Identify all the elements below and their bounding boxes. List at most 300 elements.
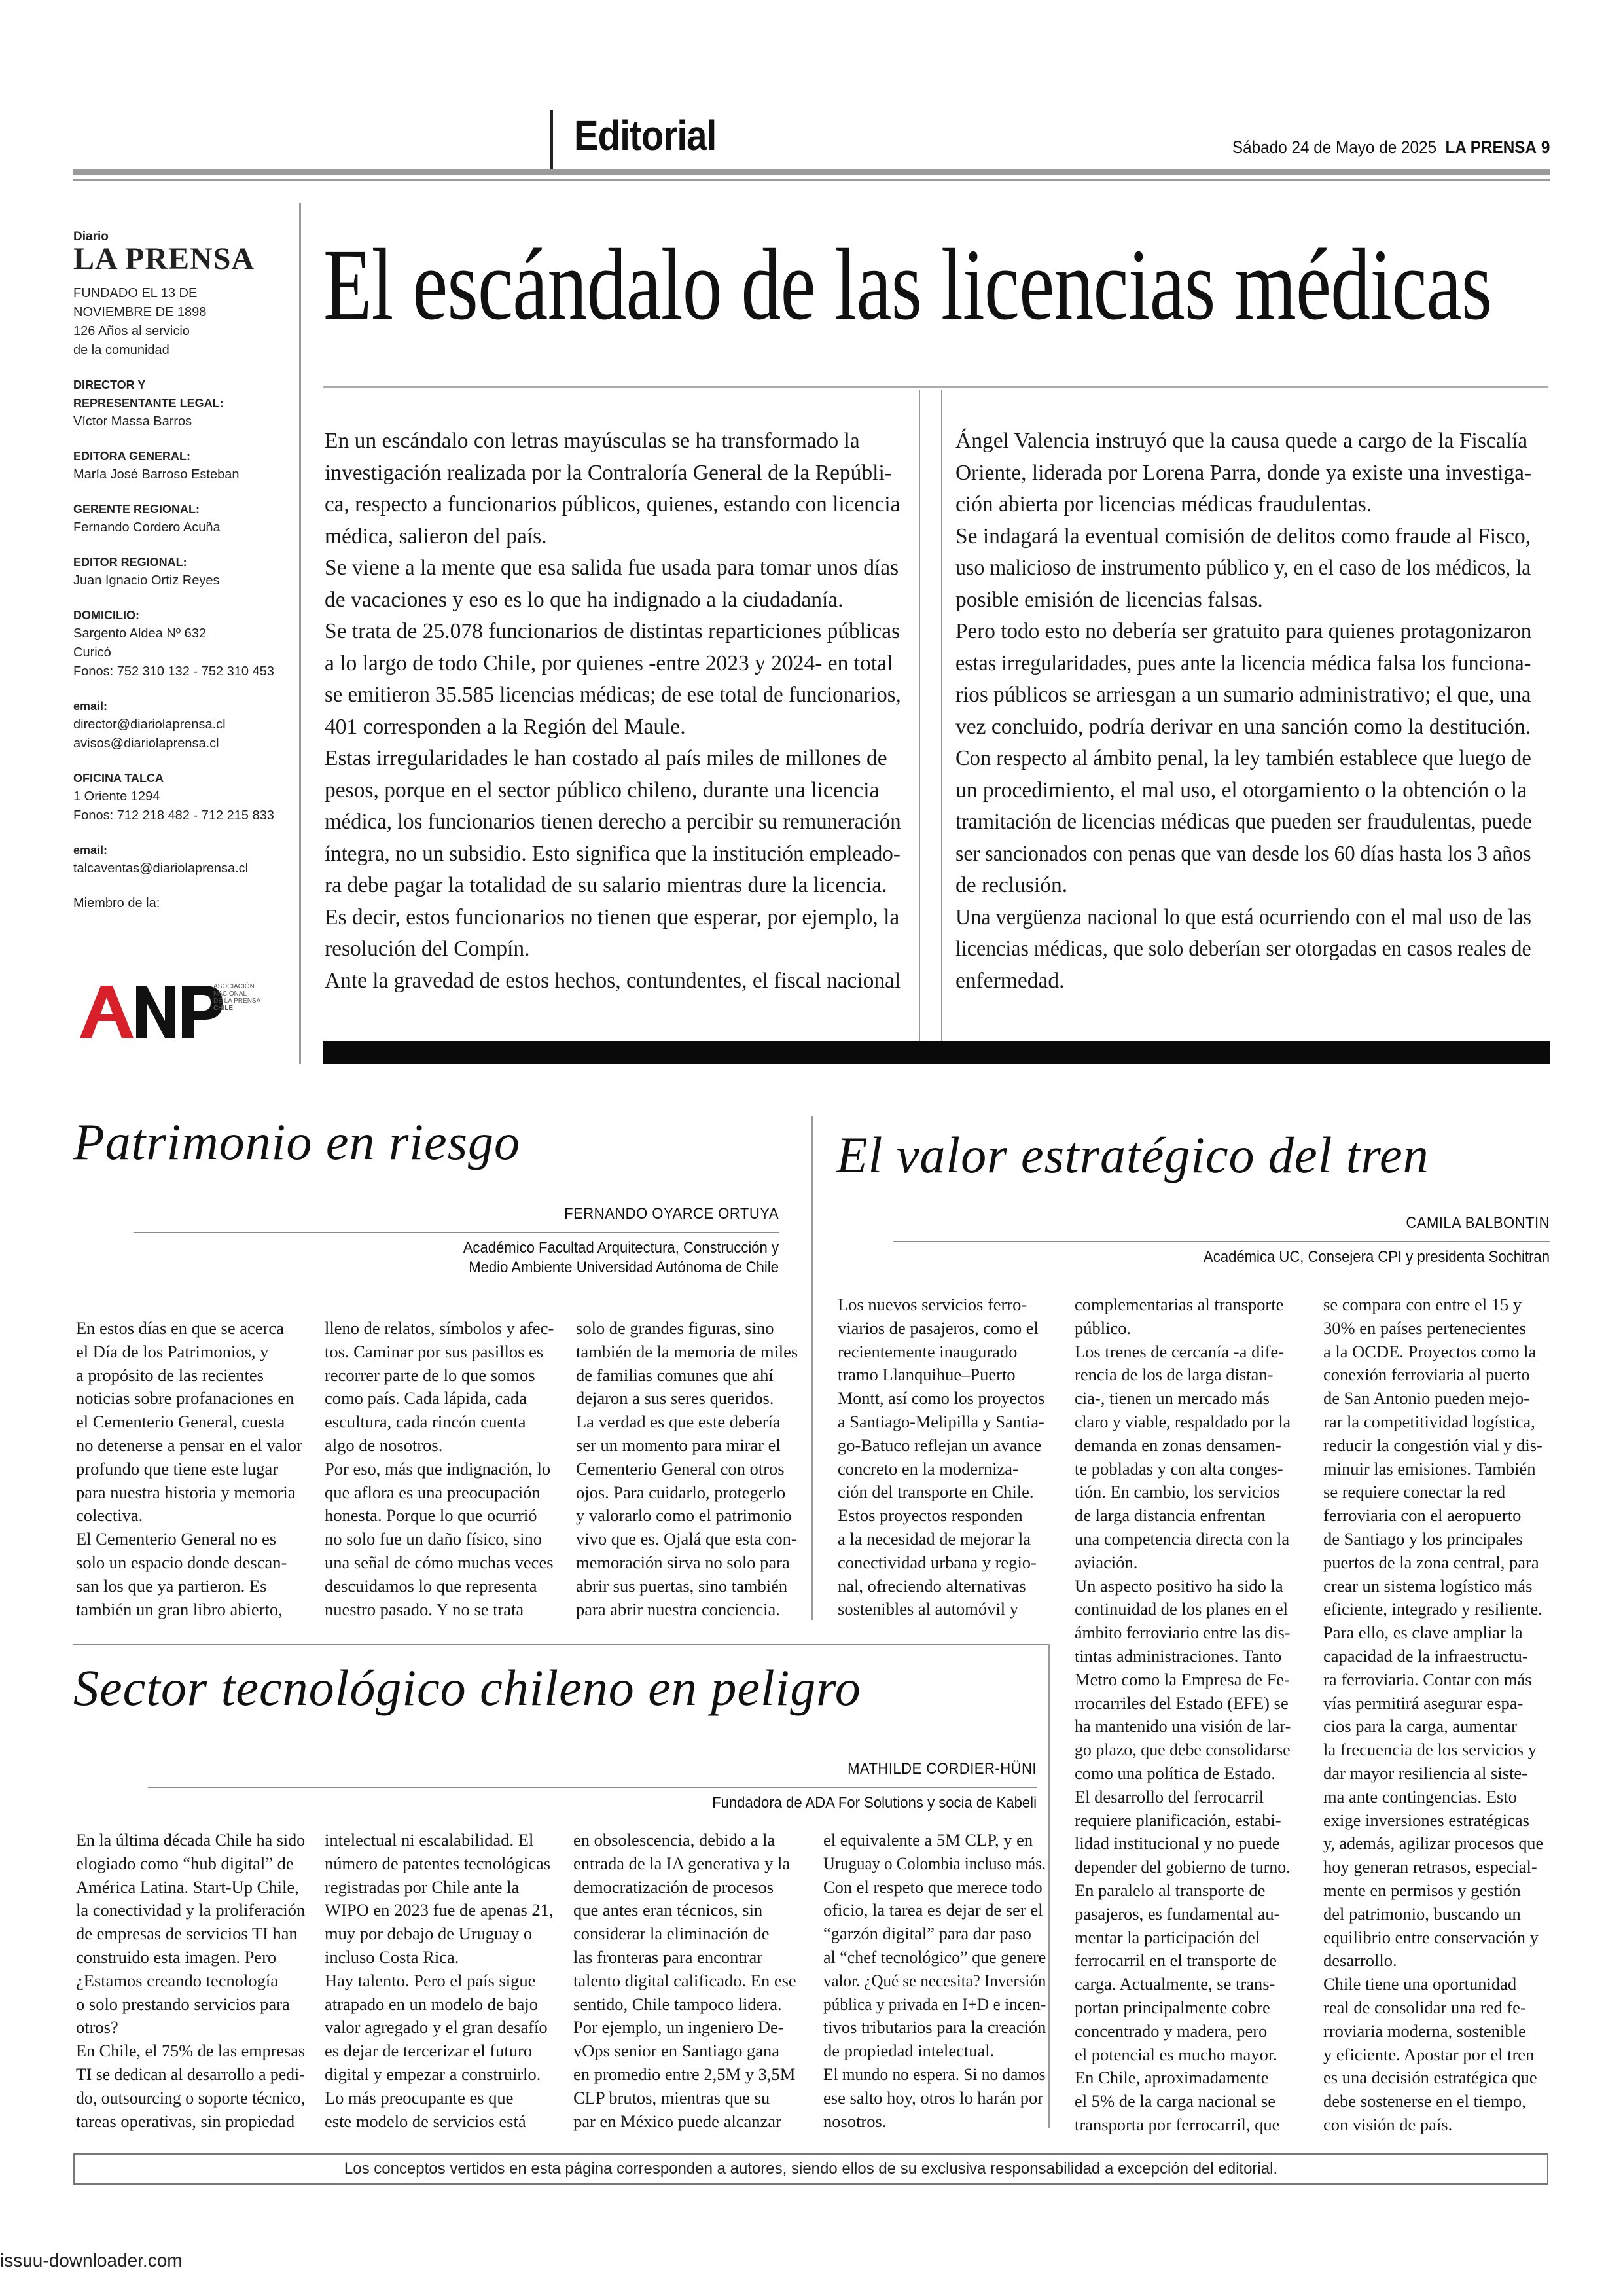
staff-label-line: OFICINA TALCA [73, 772, 164, 785]
patrimonio-title: Patrimonio en riesgo [73, 1113, 520, 1170]
tren-column-2 [1075, 1293, 1291, 2137]
text-line: WIPO en 2023 fue de apenas 21, [325, 1900, 554, 1920]
member-label: Miembro de la: [73, 896, 160, 910]
text-line: Se viene a la mente que esa salida fue usada para tomar unos días [325, 556, 899, 580]
footer-disclaimer: Los conceptos vertidos en esta página corresponden a autores, siendo ellos de su exclusiva responsabilidad a excepción del editorial. [73, 2153, 1548, 2185]
text-line: go plazo, que debe consolidarse [1075, 1740, 1291, 1760]
text-line: que aflora es una preocupación [325, 1482, 541, 1502]
text-line: colectiva. [76, 1505, 143, 1526]
text-line: Pero todo esto no debería ser gratuito para quienes protagonizaron [955, 619, 1532, 643]
text-line: el Cementerio General, cuesta [76, 1412, 285, 1432]
staff-label-line: DIRECTOR Y [73, 378, 146, 391]
text-line: Hay talento. Pero el país sigue [325, 1970, 536, 1990]
text-line: Un aspecto positivo ha sido la [1075, 1575, 1283, 1596]
text-line: ción del transporte en Chile. [838, 1482, 1034, 1502]
text-line: digital y empezar a construirlo. [325, 2064, 541, 2084]
text-line: Por eso, más que indignación, lo [325, 1458, 551, 1479]
staff-label-line: email: [73, 700, 108, 713]
text-line: licencias médicas, que solo deberían ser otorgadas en casos reales de [955, 937, 1531, 961]
text-line: es dejar de tercerizar el futuro [325, 2041, 533, 2061]
text-line: concreto en la moderniza- [838, 1458, 1018, 1479]
header-rule-thin [73, 179, 1550, 181]
staff-label-line: REPRESENTANTE LEGAL: [73, 397, 224, 410]
text-line: depender del gobierno de turno. [1075, 1857, 1291, 1877]
paper-name: LA PRENSA [1445, 137, 1537, 157]
tren-title: El valor estratégico del tren [836, 1126, 1429, 1183]
text-line: TI se dedican al desarrollo a pedi- [76, 2064, 305, 2084]
text-line: número de patentes tecnológicas [325, 1853, 551, 1873]
text-line: concentrado y madera, pero [1075, 2020, 1268, 2041]
text-line: Uruguay o Colombia incluso más. [823, 1853, 1046, 1873]
text-line: incluso Costa Rica. [325, 1946, 459, 1967]
text-line: también un gran libro abierto, [76, 1599, 283, 1619]
text-line: continuidad de los planes en el [1075, 1599, 1289, 1619]
text-line: considerar la eliminación de [573, 1924, 770, 1944]
text-line: pesos, porque en el sector público chileno, durante una licencia [325, 778, 880, 802]
text-line: viarios de pasajeros, como el [838, 1318, 1039, 1338]
text-line: la frecuencia de los servicios y [1323, 1740, 1537, 1760]
text-line: construido esta imagen. Pero [76, 1946, 277, 1967]
text-line: recientemente inaugurado [838, 1341, 1018, 1361]
text-line: de familias comunes que ahí [576, 1365, 774, 1385]
text-line: Estas irregularidades le han costado al país miles de millones de [325, 746, 887, 770]
tech-column-1 [76, 1829, 305, 2133]
text-line: dar mayor resiliencia al siste- [1323, 1763, 1527, 1783]
tech-right-rule [1048, 1644, 1050, 2128]
text-line: te pobladas y con alta conges- [1075, 1458, 1283, 1479]
text-line: el potencial es mucho mayor. [1075, 2044, 1277, 2064]
page-number: 9 [1541, 137, 1550, 157]
text-line: Es decir, estos funcionarios no tienen que esperar, por ejemplo, la [325, 905, 900, 929]
text-line: a propósito de las recientes [76, 1365, 264, 1385]
staff-label-line: EDITOR REGIONAL: [73, 556, 187, 569]
text-line: cios para la carga, aumentar [1323, 1716, 1518, 1736]
text-line: tivos tributarios para la creación [823, 2017, 1046, 2037]
text-line: Chile tiene una oportunidad [1323, 1974, 1517, 1994]
text-line: como una política de Estado. [1075, 1763, 1275, 1783]
text-line: rios públicos se arriesgan a un sumario administrativo; el que, una [955, 683, 1531, 707]
text-line: ferroviaria con el aeropuerto [1323, 1505, 1522, 1526]
text-line: ra ferroviaria. Contar con más [1323, 1669, 1532, 1689]
masthead [73, 230, 296, 913]
text-line: una competencia directa con la [1075, 1528, 1290, 1549]
text-line: se emitieron 35.585 licencias médicas; de ese total de funcionarios, [325, 683, 901, 707]
text-line: enfermedad. [955, 968, 1065, 993]
editorial-rule [323, 386, 1548, 388]
text-line: no detenerse a pensar en el valor [76, 1435, 302, 1455]
text-line: do, outsourcing o soporte técnico, [76, 2087, 306, 2108]
staff-entry [73, 606, 296, 681]
text-line: el Día de los Patrimonios, y [76, 1341, 269, 1361]
text-line: sentido, Chile tampoco lidera. [573, 1994, 782, 2014]
text-line: ra debe pagar la totalidad de su salario mientras dure la licencia. [325, 873, 887, 897]
text-line: médica, salieron del país. [325, 524, 547, 548]
text-line: Cementerio General con otros [576, 1458, 785, 1479]
editorial-bottom-bar [323, 1041, 1550, 1064]
text-line: portan principalmente cobre [1075, 1997, 1270, 2017]
patrimonio-column-3 [576, 1317, 805, 1621]
text-line: en promedio entre 2,5M y 3,5M [573, 2064, 796, 2084]
staff-value [73, 787, 296, 825]
text-line: El mundo no espera. Si no damos [823, 2064, 1046, 2084]
text-line: conectividad urbana y regio- [838, 1552, 1037, 1572]
text-line: con visión de país. [1323, 2114, 1453, 2134]
text-line: tintas administraciones. Tanto [1075, 1645, 1282, 1666]
staff-list [73, 376, 296, 878]
text-line: democratización de procesos [573, 1876, 774, 1897]
text-line: tramitación de licencias médicas que pueden ser fraudulentas, puede [955, 810, 1532, 834]
text-line: otros? [76, 2017, 118, 2037]
date-line [1232, 137, 1550, 158]
text-line: Se trata de 25.078 funcionarios de distintas reparticiones públicas [325, 619, 901, 643]
text-line: ser un momento para mirar el [576, 1435, 781, 1455]
text-line: rar la competitividad logística, [1323, 1411, 1535, 1431]
staff-label [73, 447, 296, 465]
text-line: transporta por ferrocarril, que [1075, 2114, 1280, 2134]
text-line: de Santiago y los principales [1323, 1528, 1523, 1549]
text-line: dejaron a sus seres queridos. [576, 1388, 774, 1408]
text-line: América Latina. Start-Up Chile, [76, 1876, 299, 1897]
watermark-text: issuu-downloader.com [0, 2250, 183, 2270]
staff-value [73, 571, 296, 590]
text-line: ca, respecto a funcionarios públicos, quienes, estando con licencia [325, 492, 901, 516]
text-line: El desarrollo del ferrocarril [1075, 1786, 1264, 1806]
staff-value-line: Fonos: 712 218 482 - 712 215 833 [73, 808, 274, 823]
text-line: Ante la gravedad de estos hechos, contundentes, el fiscal nacional [325, 968, 901, 993]
text-line: y, además, agilizar procesos que [1323, 1833, 1544, 1854]
text-line: Montt, así como los proyectos [838, 1388, 1045, 1408]
staff-label [73, 697, 296, 715]
text-line: sostenibles al automóvil y [838, 1599, 1019, 1619]
text-line: estas irregularidades, pues ante la licencia médica falsa los funciona- [955, 651, 1531, 675]
text-line: claro y viable, respaldado por la [1075, 1411, 1291, 1431]
text-line: reducir la congestión vial y dis- [1323, 1435, 1543, 1455]
text-line: el 5% de la carga nacional se [1075, 2091, 1276, 2111]
staff-label-line: GERENTE REGIONAL: [73, 503, 200, 516]
text-line: rrocarriles del Estado (EFE) se [1075, 1693, 1289, 1713]
text-line: san los que ya partieron. Es [76, 1575, 267, 1596]
text-line: desarrollo. [1323, 1950, 1397, 1971]
text-line: conexión ferroviaria al puerto [1323, 1365, 1530, 1385]
editorial-title: El escándalo de las licencias médicas [323, 228, 1492, 341]
text-line: exige inversiones estratégicas [1323, 1810, 1529, 1830]
staff-value-line: Juan Ignacio Ortiz Reyes [73, 573, 220, 588]
staff-entry [73, 500, 296, 537]
text-line: valor agregado y el gran desafío [325, 2017, 548, 2037]
text-line: Una vergüenza nacional lo que está ocurriendo con el mal uso de las [955, 905, 1531, 929]
staff-label [73, 769, 296, 787]
text-line: nal, ofreciendo alternativas [838, 1575, 1026, 1596]
text-line: ámbito ferroviario entre las dis- [1075, 1623, 1291, 1643]
text-line: honesta. Porque lo que ocurrió [325, 1505, 537, 1526]
staff-entry [73, 553, 296, 590]
text-line: ferrocarril en el transporte de [1075, 1950, 1277, 1971]
masthead-founded: FUNDADO EL 13 DE NOVIEMBRE DE 1898 126 Años al servicio de la comunidad [73, 286, 207, 357]
text-line: vez concluido, podría derivar en una sanción como la destitución. [955, 714, 1531, 739]
date: Sábado 24 de Mayo de 2025 [1232, 137, 1436, 157]
text-line: profundo que tiene este lugar [76, 1458, 279, 1479]
text-line: muy por debajo de Uruguay o [325, 1924, 533, 1944]
anp-logo [73, 974, 289, 1046]
editorial-column-rule-2 [941, 390, 942, 1041]
text-line: a lo largo de todo Chile, por quienes -entre 2023 y 2024- en total [325, 651, 893, 675]
text-line: vivo que es. Ojalá que esta con- [576, 1529, 797, 1549]
text-line: al “chef tecnológico” que genere [823, 1946, 1046, 1967]
masthead-diario: Diario [73, 230, 109, 243]
text-line: par en México puede alcanzar [573, 2111, 781, 2131]
text-line: posible emisión de licencias falsas. [955, 587, 1263, 612]
tech-top-rule [73, 1644, 1050, 1645]
text-line: Por ejemplo, un ingeniero De- [573, 2017, 784, 2037]
text-line: pasajeros, es fundamental au- [1075, 1903, 1280, 1924]
text-line: debe sostenerse en el tiempo, [1323, 2091, 1526, 2111]
text-line: del patrimonio, buscando un [1323, 1903, 1521, 1924]
text-line: a la OCDE. Proyectos como la [1323, 1341, 1537, 1361]
tech-column-2 [325, 1829, 554, 2133]
text-line: tos. Caminar por sus pasillos es [325, 1341, 544, 1361]
text-line: a Santiago-Melipilla y Santia- [838, 1411, 1044, 1431]
text-line: mente en permisos y gestión [1323, 1880, 1521, 1900]
text-line: tareas operativas, sin propiedad [76, 2111, 295, 2131]
editorial-column-rule [919, 390, 920, 1041]
text-line: intelectual ni escalabilidad. El [325, 1830, 534, 1850]
text-line: o solo prestando servicios para [76, 1994, 290, 2014]
text-line: equilibrio entre conservación y [1323, 1927, 1539, 1947]
text-line: rroviaria moderna, sostenible [1323, 2020, 1526, 2041]
staff-label [73, 376, 296, 412]
staff-value [73, 859, 296, 878]
patrimonio-author: FERNANDO OYARCE ORTUYA Académico Facultad Arquitectura, Construcción y Medio Ambiente Universidad Autónoma de Chile [134, 1204, 779, 1278]
anp-text-4: CHILE [213, 1005, 233, 1012]
staff-entry [73, 697, 296, 753]
text-line: minuir las emisiones. También [1323, 1458, 1536, 1479]
text-line: recorrer parte de lo que somos [325, 1365, 535, 1385]
text-line: solo de grandes figuras, sino [576, 1318, 774, 1338]
staff-label-line: DOMICILIO: [73, 609, 139, 622]
text-line: ción abierta por licencias médicas fraudulentas. [955, 492, 1372, 516]
text-line: Con el respeto que merece todo [823, 1876, 1043, 1897]
anp-text-2: NACIONAL [213, 990, 247, 997]
text-line: como país. Cada lápida, cada [325, 1388, 527, 1408]
editorial-column-1 [325, 425, 901, 997]
staff-label [73, 841, 296, 859]
text-line: de San Antonio pueden mejo- [1323, 1388, 1529, 1408]
text-line: y eficiente. Apostar por el tren [1323, 2044, 1535, 2064]
text-line: de reclusión. [955, 873, 1068, 897]
staff-value [73, 412, 296, 431]
text-line: este modelo de servicios está [325, 2111, 526, 2131]
text-line: go-Batuco reflejan un avance [838, 1435, 1042, 1455]
staff-label-line: email: [73, 844, 108, 857]
text-line: 401 corresponden a la Región del Maule. [325, 714, 686, 739]
text-line: también de la memoria de miles [576, 1341, 798, 1361]
text-line: Estos proyectos responden [838, 1505, 1023, 1526]
text-line: de empresas de servicios TI han [76, 1924, 298, 1944]
text-line: Para ello, es clave ampliar la [1323, 1623, 1523, 1643]
text-line: ser sancionados con penas que van desde los 60 días hasta los 3 años [955, 841, 1531, 866]
text-line: uso malicioso de instrumento público y, en el caso de los médicos, la [955, 556, 1531, 580]
masthead-rule [299, 203, 301, 1064]
text-line: Oriente, liderada por Lorena Parra, donde ya existe una investiga- [955, 460, 1532, 485]
text-line: solo un espacio donde descan- [76, 1552, 287, 1572]
text-line: rencia de los de larga distan- [1075, 1365, 1274, 1385]
text-line: crear un sistema logístico más [1323, 1575, 1533, 1596]
text-line: Lo más preocupante es que [325, 2087, 514, 2108]
text-line: es una decisión estratégica que [1323, 2068, 1537, 2088]
text-line: “garzón digital” para dar paso [823, 1924, 1031, 1944]
editorial-column-2 [955, 425, 1531, 997]
text-line: talento digital calificado. En ese [573, 1970, 796, 1990]
text-line: demanda en zonas densamen- [1075, 1435, 1281, 1455]
text-line: se requiere conectar la red [1323, 1482, 1506, 1502]
staff-value-line: director@diariolaprensa.cl [73, 717, 226, 732]
staff-value-line: talcaventas@diariolaprensa.cl [73, 861, 249, 876]
text-line: de larga distancia enfrentan [1075, 1505, 1266, 1526]
staff-value [73, 715, 296, 753]
text-line: ha mantenido una visión de lar- [1075, 1716, 1291, 1736]
text-line: pública y privada en I+D e incen- [823, 1994, 1046, 2014]
text-line: investigación realizada por la Contraloría General de la Repúbli- [325, 460, 892, 485]
text-line: registradas por Chile ante la [325, 1876, 520, 1897]
text-line: ese salto hoy, otros lo harán por [823, 2087, 1044, 2108]
text-line: El Cementerio General no es [76, 1529, 277, 1549]
text-line: que antes eran técnicos, sin [573, 1900, 763, 1920]
header-separator [550, 110, 553, 170]
tren-column-1 [838, 1293, 1044, 1621]
text-line: nuestro pasado. Y no se trata [325, 1599, 524, 1619]
staff-value [73, 624, 296, 681]
text-line: descuidamos lo que representa [325, 1575, 537, 1596]
text-line: cia-, tienen un mercado más [1075, 1388, 1270, 1408]
anp-text-1: ASOCIACIÓN [213, 983, 255, 990]
text-line: la conectividad y la proliferación [76, 1900, 306, 1920]
staff-entry [73, 376, 296, 431]
text-line: capacidad de la infraestructu- [1323, 1645, 1528, 1666]
text-line: Los trenes de cercanía -a dife- [1075, 1341, 1285, 1361]
text-line: Ángel Valencia instruyó que la causa quede a cargo de la Fiscalía [955, 429, 1528, 453]
staff-value-line: Víctor Massa Barros [73, 414, 192, 429]
text-line: oficio, la tarea es dejar de ser el [823, 1900, 1043, 1920]
text-line: 30% en países pertenecientes [1323, 1318, 1526, 1338]
text-line: aviación. [1075, 1552, 1138, 1572]
text-line: complementarias al transporte [1075, 1295, 1284, 1314]
staff-value [73, 465, 296, 484]
tren-column-3 [1323, 1293, 1543, 2137]
anp-text-3: DE LA PRENSA [213, 997, 261, 1005]
text-line: puertos de la zona central, para [1323, 1552, 1539, 1572]
text-line: Con respecto al ámbito penal, la ley también establece que luego de [955, 746, 1531, 770]
text-line: lidad institucional y no puede [1075, 1833, 1280, 1854]
staff-value-line: 1 Oriente 1294 [73, 789, 160, 804]
text-line: lleno de relatos, símbolos y afec- [325, 1318, 554, 1338]
text-line: a la necesidad de mejorar la [838, 1528, 1031, 1549]
text-line: memoración sirva no solo para [576, 1552, 790, 1572]
text-line: atrapado en un modelo de bajo [325, 1994, 538, 2014]
text-line: vías permitirá asegurar espa- [1323, 1693, 1524, 1713]
text-line: íntegra, no un subsidio. Esto significa que la institución empleado- [325, 841, 901, 866]
masthead-brand: LA PRENSA [73, 242, 255, 276]
text-line: En la última década Chile ha sido [76, 1830, 306, 1850]
text-line: mentar la participación del [1075, 1927, 1260, 1947]
text-line: En estos días en que se acerca [76, 1318, 284, 1338]
staff-label [73, 500, 296, 518]
text-line: La verdad es que este debería [576, 1412, 781, 1432]
text-line: médica, los funcionarios tienen derecho a percibir su remuneración [325, 810, 901, 834]
text-line: para nuestra historia y memoria [76, 1482, 296, 1502]
text-line: nosotros. [823, 2111, 887, 2131]
text-line: Metro como la Empresa de Fe- [1075, 1669, 1290, 1689]
text-line: ¿Estamos creando tecnología [76, 1970, 279, 1990]
text-line: no solo fue un daño físico, sino [325, 1529, 542, 1549]
anp-logo-mark [80, 986, 223, 1038]
staff-label-line: EDITORA GENERAL: [73, 450, 191, 463]
text-line: requiere planificación, estabi- [1075, 1810, 1281, 1830]
text-line: de vacaciones y eso es lo que ha indignado a la ciudadanía. [325, 587, 844, 612]
text-line: entrada de la IA generativa y la [573, 1853, 791, 1873]
staff-value-line: María José Barroso Esteban [73, 467, 240, 482]
text-line: real de consolidar una red fe- [1323, 1997, 1526, 2017]
text-line: el equivalente a 5M CLP, y en [823, 1830, 1033, 1850]
staff-value [73, 518, 296, 537]
text-line: en obsolescencia, debido a la [573, 1830, 776, 1850]
text-line: En paralelo al transporte de [1075, 1880, 1266, 1900]
staff-label [73, 553, 296, 571]
text-line: escultura, cada rincón cuenta [325, 1412, 526, 1432]
staff-entry [73, 841, 296, 878]
staff-value-line: Fernando Cordero Acuña [73, 520, 221, 535]
staff-entry [73, 769, 296, 825]
text-line: para abrir nuestra conciencia. [576, 1599, 780, 1619]
text-line: noticias sobre profanaciones en [76, 1388, 294, 1408]
staff-value-line: Sargento Aldea Nº 632 [73, 626, 207, 641]
text-line: En Chile, el 75% de las empresas [76, 2041, 306, 2061]
text-line: elogiado como “hub digital” de [76, 1853, 294, 1873]
text-line: Los nuevos servicios ferro- [838, 1295, 1027, 1314]
text-line: vOps senior en Santiago gana [573, 2041, 779, 2061]
text-line: tión. En cambio, los servicios [1075, 1482, 1280, 1502]
text-line: En Chile, aproximadamente [1075, 2068, 1269, 2088]
staff-value-line: Fonos: 752 310 132 - 752 310 453 [73, 664, 274, 679]
text-line: CLP brutos, mientras que su [573, 2087, 770, 2108]
staff-value-line: Curicó [73, 645, 111, 660]
text-line: un procedimiento, el mal uso, el otorgamiento o la obtención o la [955, 778, 1527, 802]
tech-title: Sector tecnológico chileno en peligro [73, 1659, 861, 1716]
staff-label [73, 606, 296, 624]
text-line: y valorarlo como el patrimonio [576, 1505, 792, 1526]
text-line: público. [1075, 1318, 1132, 1338]
text-line: resolución del Compín. [325, 937, 530, 961]
text-line: tramo Llanquihue–Puerto [838, 1365, 1016, 1385]
tech-column-4 [823, 1829, 1046, 2133]
patrimonio-column-1 [76, 1317, 305, 1621]
text-line: algo de nosotros. [325, 1435, 443, 1455]
text-line: se compara con entre el 15 y [1323, 1295, 1522, 1314]
tech-author: MATHILDE CORDIER-HÜNI Fundadora de ADA For Solutions y socia de Kabeli [148, 1759, 1037, 1813]
text-line: valor. ¿Qué se necesita? Inversión [823, 1970, 1046, 1990]
article-column-rule [812, 1116, 813, 1620]
text-line: Se indagará la eventual comisión de delitos como fraude al Fisco, [955, 524, 1531, 548]
text-line: abrir sus puertas, sino también [576, 1575, 788, 1596]
tech-column-3 [573, 1829, 802, 2133]
text-line: ojos. Para cuidarlo, protegerlo [576, 1482, 786, 1502]
text-line: hoy generan retrasos, especial- [1323, 1857, 1537, 1877]
text-line: las fronteras para encontrar [573, 1946, 763, 1967]
text-line: En un escándalo con letras mayúsculas se ha transformado la [325, 429, 860, 453]
text-line: de propiedad intelectual. [823, 2041, 995, 2061]
section-title: Editorial [574, 112, 717, 159]
text-line: una señal de cómo muchas veces [325, 1552, 554, 1572]
text-line: ma ante contingencias. Esto [1323, 1786, 1517, 1806]
